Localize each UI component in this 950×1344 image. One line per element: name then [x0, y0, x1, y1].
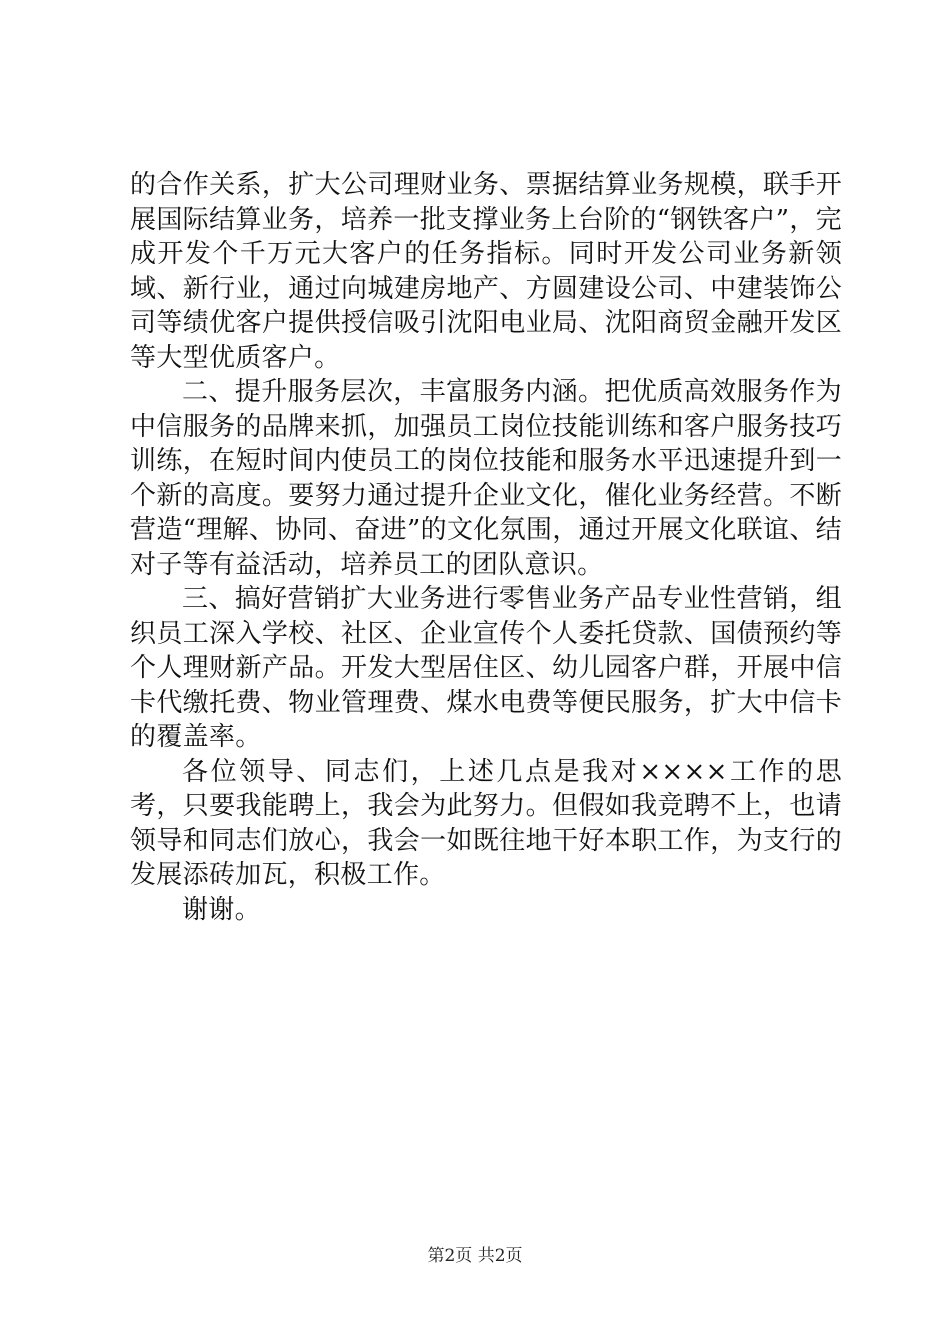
paragraph-continuation: 的合作关系，扩大公司理财业务、票据结算业务规模，联手开展国际结算业务，培养一批支撑业务上台阶的“钢铁客户”，完成开发个千万元大客户的任务指标。同时开发公司业务新领域、新行业，通过向城建房地产、方圆建设公司、中建装饰公司等绩优客户提供授信吸引沈阳电业局、沈阳商贸金融开发区等大型优质客户。: [130, 170, 842, 373]
paragraph-service-level: 二、提升服务层次，丰富服务内涵。把优质高效服务作为中信服务的品牌来抓，加强员工岗位技能训练和客户服务技巧训练，在短时间内使员工的岗位技能和服务水平迅速提升到一个新的高度。要努力通过提升企业文化，催化业务经营。不断营造“理解、协同、奋进”的文化氛围，通过开展文化联谊、结对子等有益活动，培养员工的团队意识。: [130, 377, 842, 580]
paragraph-marketing: 三、搞好营销扩大业务进行零售业务产品专业性营销，组织员工深入学校、社区、企业宣传个人委托贷款、国债预约等个人理财新产品。开发大型居住区、幼儿园客户群，开展中信卡代缴托费、物业管理费、煤水电费等便民服务，扩大中信卡的覆盖率。: [130, 584, 842, 752]
paragraph-thanks: 谢谢。: [182, 894, 261, 925]
page-footer: 第2页 共2页: [427, 1246, 523, 1266]
paragraph-closing-remarks: 各位领导、同志们，上述几点是我对××××工作的思考，只要我能聘上，我会为此努力。但假如我竞聘不上，也请领导和同志们放心，我会一如既往地干好本职工作，为支行的发展添砖加瓦，积极工作。: [130, 756, 842, 890]
document-body: [130, 168, 842, 927]
